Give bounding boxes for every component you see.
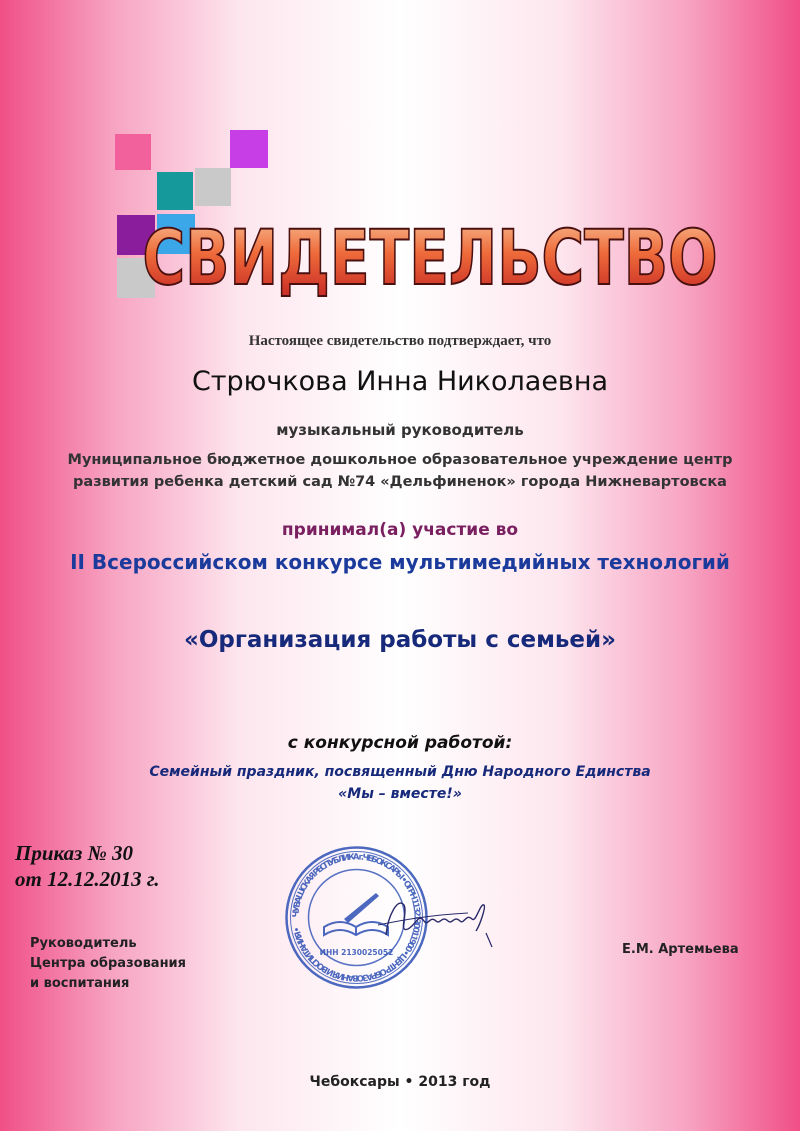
order-date: от 12.12.2013 г.: [15, 867, 160, 891]
certificate-title: [130, 200, 730, 310]
signatory-role: [30, 934, 186, 994]
work-label: с конкурсной работой:: [287, 733, 513, 753]
work-title-line-2: «Мы – вместе!»: [338, 786, 462, 802]
recipient-position: музыкальный руководитель: [276, 421, 524, 439]
signatory-name: Е.М. Артемьева: [622, 942, 739, 957]
organization-line-2: развития ребенка детский сад №74 «Дельфиненок» города Нижневартовска: [73, 474, 727, 490]
stamp-outer-text-path: ЧУВАШСКАЯ РЕСПУБЛИКА г.ЧЕБОКСАРЫ • ОГРН 1132130011900 • ЦЕНТР ОБРАЗОВАНИЯ И ВОСПИТАНИЯ •: [291, 852, 422, 983]
order-info: [15, 840, 160, 892]
signatory-role-line-3: и воспитания: [30, 976, 130, 991]
stamp-inn-text: ИНН 2130025052: [319, 948, 394, 957]
organization: [0, 449, 800, 493]
organization-line-1: Муниципальное бюджетное дошкольное образовательное учреждение центр: [67, 452, 733, 468]
work-title: [0, 761, 800, 805]
decor-square-magenta: [230, 130, 268, 168]
recipient-name: Стрючкова Инна Николаевна: [191, 366, 609, 397]
certificate-title-text: СВИДЕТЕЛЬСТВО: [142, 213, 718, 302]
signatory-role-line-2: Центра образования: [30, 956, 187, 971]
footer-city-year: Чебоксары • 2013 год: [309, 1074, 491, 1090]
signatory-role-line-1: Руководитель: [30, 936, 137, 951]
contest-topic: «Организация работы с семьей»: [183, 627, 616, 653]
order-number: Приказ № 30: [15, 841, 134, 865]
work-title-line-1: Семейный праздник, посвященный Дню Народного Единства: [149, 764, 651, 780]
contest-name: II Всероссийском конкурсе мультимедийных технологий: [70, 550, 730, 574]
decor-square-pink: [115, 134, 151, 170]
participation-text: принимал(а) участие во: [281, 520, 519, 540]
signature: [368, 885, 498, 955]
confirm-text: Настоящее свидетельство подтверждает, что: [248, 333, 552, 349]
